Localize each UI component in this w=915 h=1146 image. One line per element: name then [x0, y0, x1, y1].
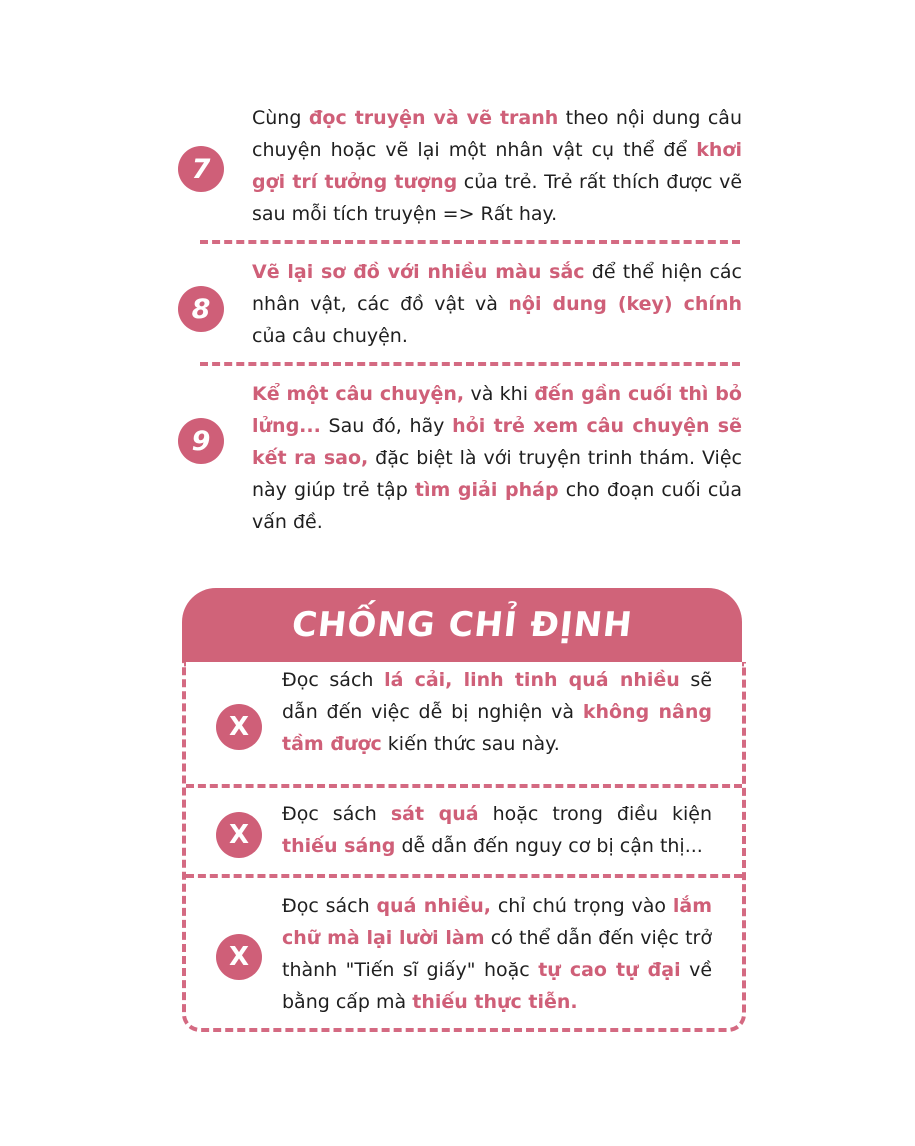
box-title: CHỐNG CHỈ ĐỊNH — [289, 605, 635, 645]
x-icon: X — [216, 704, 262, 750]
text-segment: dễ dẫn đến nguy cơ bị cận thị... — [395, 835, 703, 857]
text-segment: cho đoạn cuối của vấn đề. — [252, 479, 742, 533]
text-segment: chỉ chú trọng vào — [491, 895, 673, 917]
highlight-segment: nội dung (key) chính — [508, 293, 743, 315]
text-segment: để thể hiện các nhân vật, các đồ vật và — [252, 261, 742, 315]
tip-9-text — [252, 378, 742, 538]
highlight-segment: đến gần cuối thì bỏ lửng... — [252, 383, 742, 437]
highlight-segment: quá nhiều, — [376, 895, 491, 917]
tip-8-text — [252, 256, 742, 352]
highlight-segment: đọc truyện và vẽ tranh — [308, 107, 559, 129]
x-icon: X — [216, 812, 262, 858]
divider — [200, 240, 740, 244]
highlight-segment: lá cải, linh tinh quá nhiều — [384, 669, 680, 691]
text-segment: về bằng cấp mà — [282, 959, 713, 1013]
x-icon: X — [216, 934, 262, 980]
text-segment: sẽ dẫn đến việc dễ bị nghiện và — [282, 669, 713, 723]
divider — [200, 362, 740, 366]
highlight-segment: Kể một câu chuyện, — [252, 383, 465, 405]
highlight-segment: Vẽ lại sơ đồ với nhiều màu sắc — [252, 261, 585, 283]
contra-item-2 — [282, 798, 712, 862]
highlight-segment: hỏi trẻ xem câu chuyện sẽ kết ra sao, — [252, 415, 742, 469]
tip-7-text — [252, 102, 742, 230]
text-segment: kiến thức sau này. — [381, 733, 560, 755]
text-segment: theo nội dung câu chuyện hoặc vẽ lại một nhân vật cụ thể để — [252, 107, 742, 161]
highlight-segment: thiếu sáng — [282, 835, 396, 857]
text-segment: Sau đó, hãy — [320, 415, 453, 437]
text-segment: hoặc trong điều kiện — [478, 803, 712, 825]
divider — [186, 874, 742, 878]
highlight-segment: khơi gợi trí tưởng tượng — [252, 139, 742, 193]
contraindications-box — [182, 588, 742, 1032]
highlight-segment: sát quá — [390, 803, 479, 825]
highlight-segment: tự cao tự đại — [538, 959, 681, 981]
box-header — [182, 588, 742, 662]
number-badge-7: 7 — [178, 146, 224, 192]
contra-item-1 — [282, 664, 712, 760]
text-segment: Đọc sách — [282, 803, 391, 825]
highlight-segment: lắm chữ mà lại lười làm — [282, 895, 713, 949]
text-segment: Đọc sách — [282, 669, 385, 691]
text-segment: có thể dẫn đến việc trở thành "Tiến sĩ giấy" hoặc — [282, 927, 712, 981]
text-segment: của trẻ. Trẻ rất thích được vẽ sau mỗi tích truyện => Rất hay. — [252, 171, 743, 225]
text-segment: đặc biệt là với truyện trinh thám. Việc này giúp trẻ tập — [252, 447, 742, 501]
highlight-segment: tìm giải pháp — [414, 479, 559, 501]
text-segment: Cùng — [252, 107, 309, 129]
divider — [186, 784, 742, 788]
text-segment: của câu chuyện. — [252, 325, 408, 347]
text-segment: Đọc sách — [282, 895, 377, 917]
number-badge-8: 8 — [178, 286, 224, 332]
box-body — [182, 662, 746, 1032]
number-badge-9: 9 — [178, 418, 224, 464]
highlight-segment: thiếu thực tiễn. — [412, 991, 578, 1013]
text-segment: và khi — [464, 383, 535, 405]
highlight-segment: không nâng tầm được — [282, 701, 713, 755]
contra-item-3 — [282, 890, 712, 1018]
